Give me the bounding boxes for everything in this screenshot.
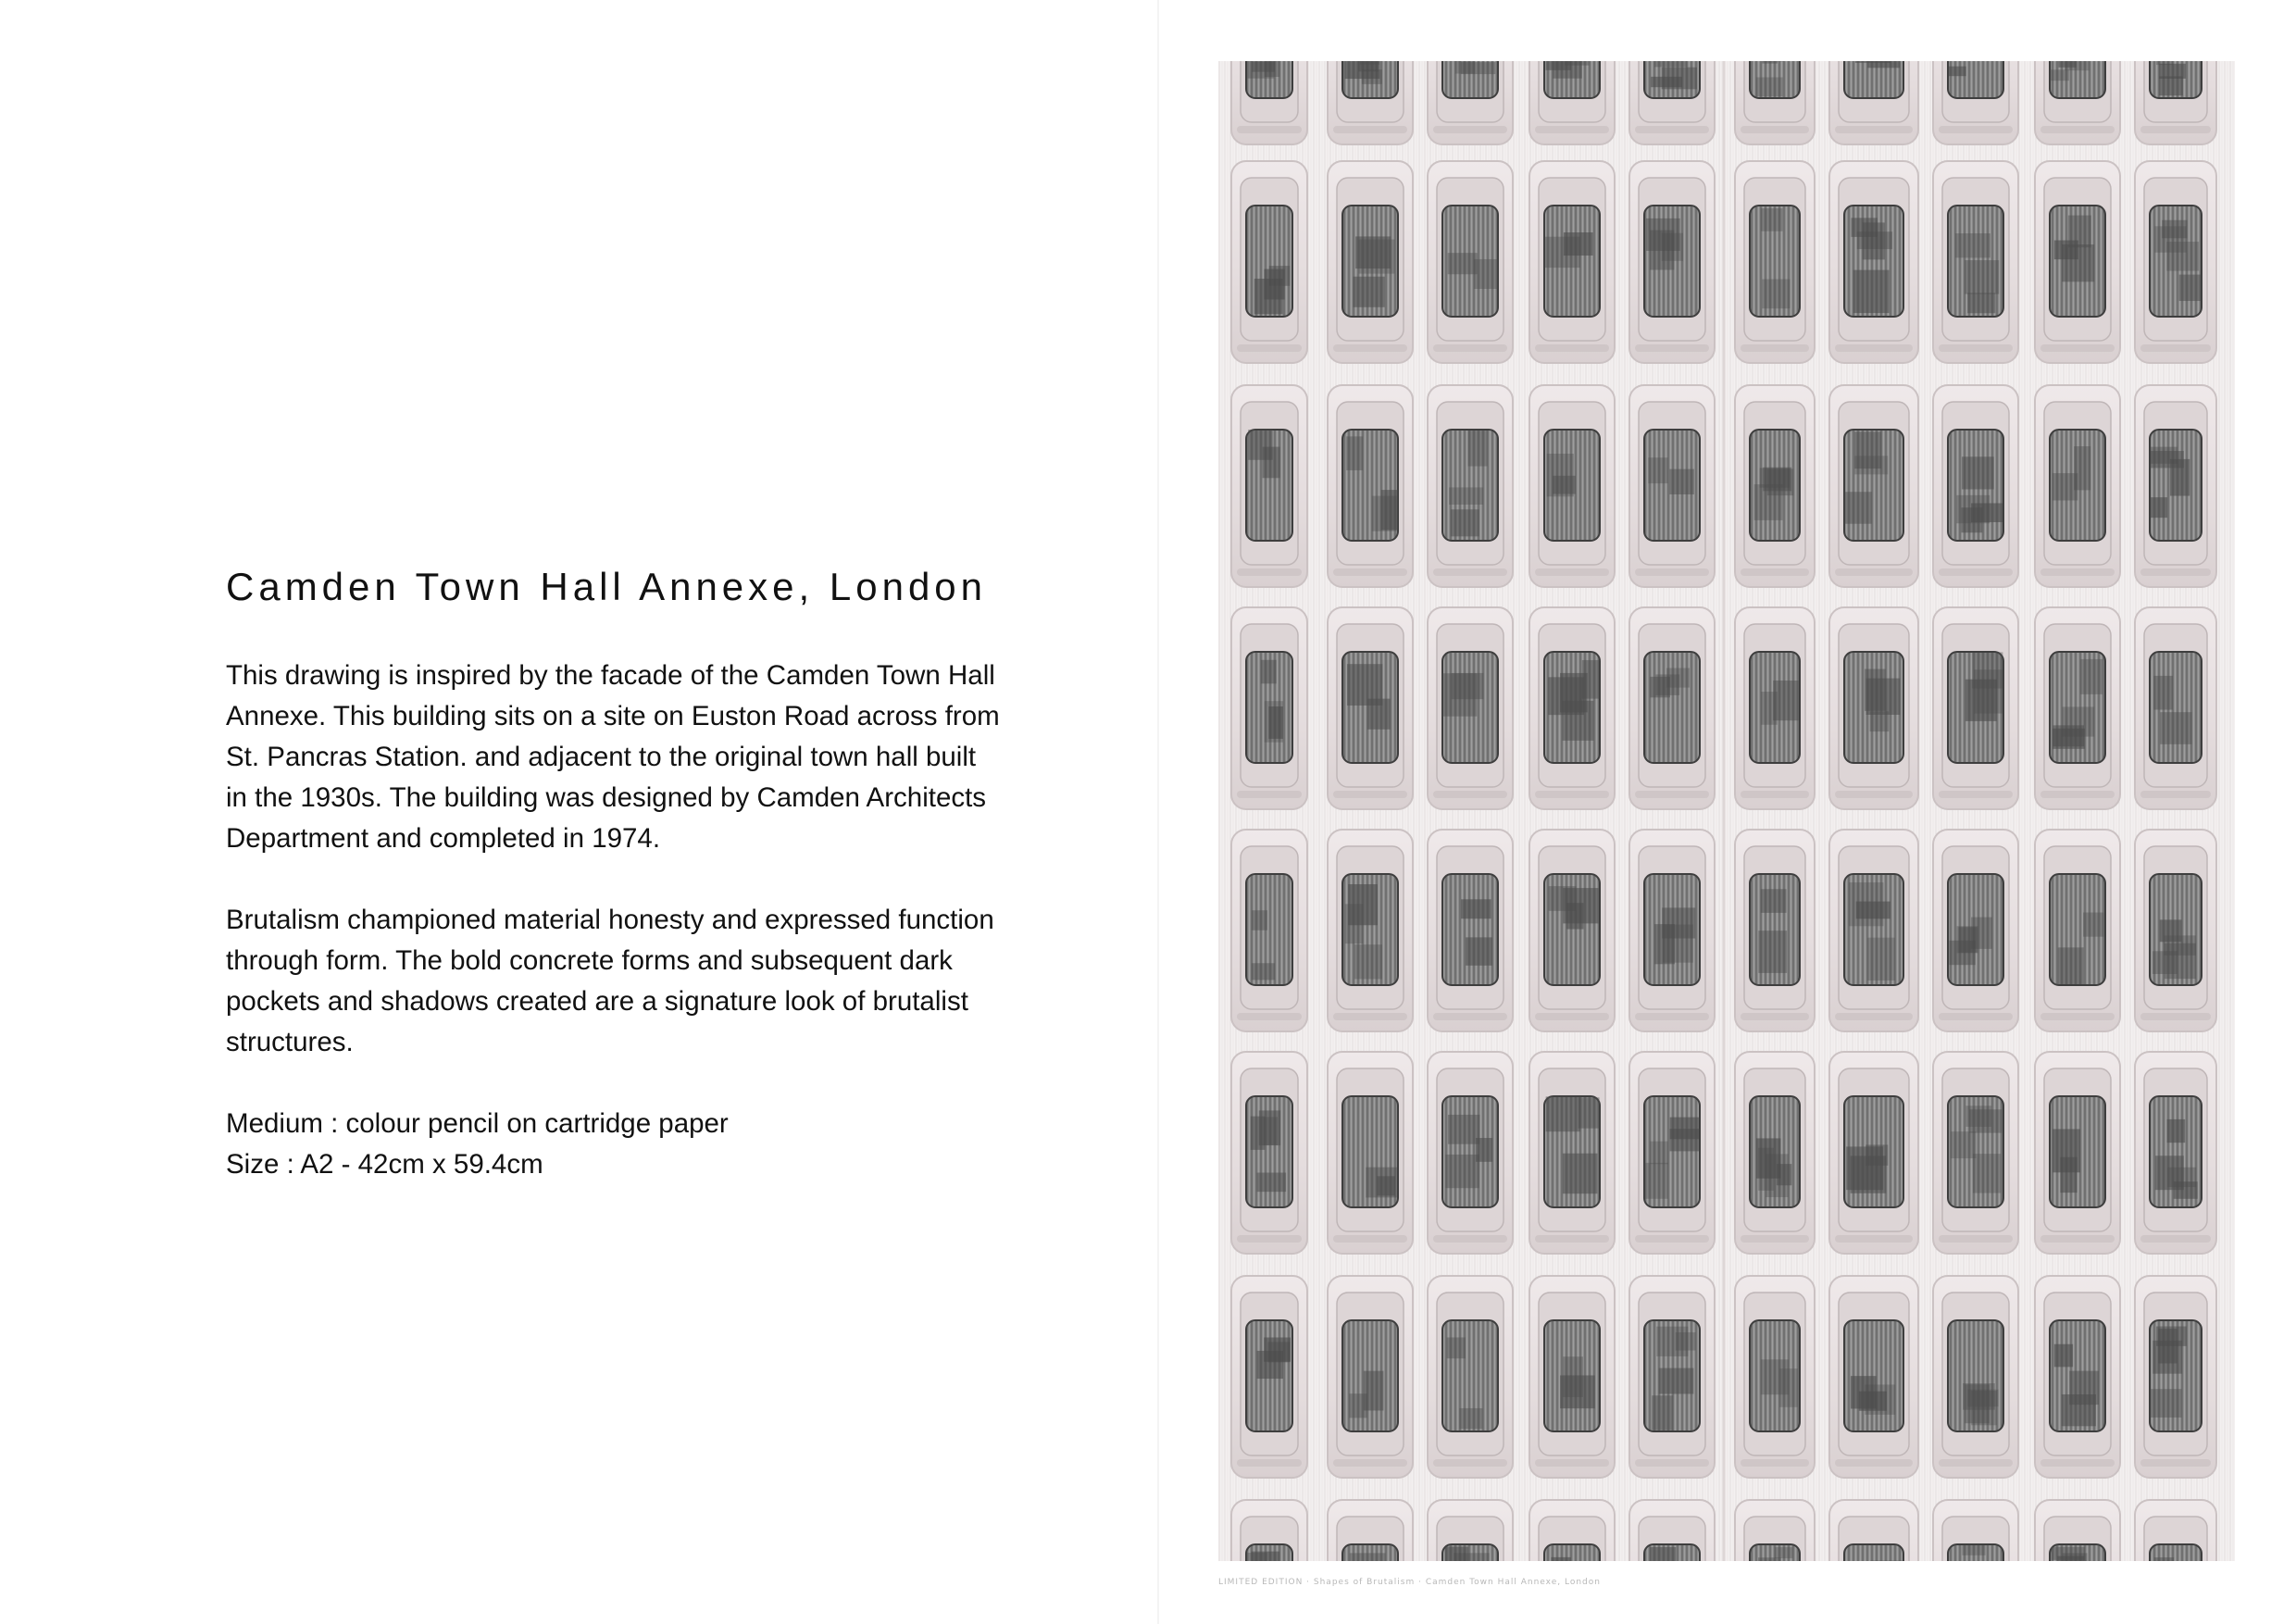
facade-window (1428, 1500, 1513, 1561)
facade-window (1529, 830, 1615, 1031)
paragraph-line: This drawing is inspired by the facade of the Camden Town Hall (226, 660, 995, 691)
facade-window (1735, 61, 1815, 144)
facade-window (2035, 61, 2120, 144)
paragraph-line: structures. (226, 1027, 354, 1057)
facade-window (2135, 1276, 2216, 1478)
facade-window (1428, 830, 1513, 1031)
facade-window (1231, 830, 1307, 1031)
facade-window (2035, 385, 2120, 587)
facade-window (1933, 1276, 2018, 1478)
facade-window (1629, 1500, 1715, 1561)
facade-window (1428, 61, 1513, 144)
facade-window (1933, 385, 2018, 587)
facade-window (2135, 61, 2216, 144)
facade-window (1629, 161, 1715, 363)
facade-window (1735, 830, 1815, 1031)
facade-drawing (1218, 61, 2235, 1561)
facade-window (1529, 61, 1615, 144)
facade-window (1231, 607, 1307, 809)
facade-window (1933, 1052, 2018, 1254)
facade-window (1231, 1276, 1307, 1478)
facade-window (1428, 607, 1513, 809)
facade-window (1629, 1276, 1715, 1478)
facade-window (1829, 1276, 1918, 1478)
facade-window (1328, 385, 1413, 587)
facade-window (1629, 385, 1715, 587)
print-caption: LIMITED EDITION · Shapes of Brutalism · Camden Town Hall Annexe, London (1218, 1578, 1601, 1587)
facade-window (1231, 1500, 1307, 1561)
facade-window (1328, 161, 1413, 363)
facade-window (2135, 607, 2216, 809)
facade-window (2135, 830, 2216, 1031)
facade-window (1529, 607, 1615, 809)
paragraph-line: pockets and shadows created are a signature look of brutalist (226, 986, 968, 1017)
facade-window (1735, 607, 1815, 809)
paragraph-line: Brutalism championed material honesty and expressed function (226, 905, 994, 935)
facade-window (2135, 1500, 2216, 1561)
facade-window (2035, 1276, 2120, 1478)
facade-window (1933, 830, 2018, 1031)
paragraph-line: Department and completed in 1974. (226, 823, 661, 854)
facade-window (1428, 385, 1513, 587)
facade-window (1428, 161, 1513, 363)
facade-window (2035, 1052, 2120, 1254)
facade-window (2135, 1052, 2216, 1254)
facade-window (1933, 1500, 2018, 1561)
facade-window (1328, 1276, 1413, 1478)
facade-window (1829, 830, 1918, 1031)
facade-window (1735, 1500, 1815, 1561)
facade-window (1428, 1276, 1513, 1478)
facade-window (1529, 385, 1615, 587)
facade-window (1629, 607, 1715, 809)
facade-window (2135, 161, 2216, 363)
facade-window (2035, 607, 2120, 809)
size-text: Size : A2 - 42cm x 59.4cm (226, 1149, 543, 1180)
facade-window (1529, 1276, 1615, 1478)
description-paragraph-1 (226, 656, 1041, 859)
medium-text: Medium : colour pencil on cartridge paper (226, 1108, 729, 1139)
facade-window (2035, 830, 2120, 1031)
facade-window (1629, 830, 1715, 1031)
facade-window (1328, 1500, 1413, 1561)
artwork-title: Camden Town Hall Annexe, London (226, 565, 988, 608)
facade-window (1933, 607, 2018, 809)
facade-window (1829, 385, 1918, 587)
description-paragraph-2 (226, 900, 1041, 1063)
facade-window (1735, 385, 1815, 587)
facade-window (1829, 161, 1918, 363)
paragraph-line: Annexe. This building sits on a site on Euston Road across from (226, 701, 1000, 731)
facade-window (1829, 607, 1918, 809)
facade-window (1529, 161, 1615, 363)
artwork-details (226, 1104, 1041, 1185)
facade-window (1933, 61, 2018, 144)
facade-window (1328, 830, 1413, 1031)
facade-window (1933, 161, 2018, 363)
facade-window (1328, 61, 1413, 144)
facade-window (1829, 61, 1918, 144)
page-gutter (1157, 0, 1159, 1624)
facade-window (1428, 1052, 1513, 1254)
facade-window (1231, 385, 1307, 587)
facade-window (1231, 61, 1307, 144)
facade-window (1529, 1500, 1615, 1561)
facade-window (1735, 1276, 1815, 1478)
facade-window (1529, 1052, 1615, 1254)
facade-window (2035, 1500, 2120, 1561)
facade-window (1231, 161, 1307, 363)
facade-window (1328, 1052, 1413, 1254)
facade-window (1231, 1052, 1307, 1254)
facade-window (1735, 1052, 1815, 1254)
facade-drawing-svg (1218, 61, 2235, 1561)
facade-window (1328, 607, 1413, 809)
facade-window (1829, 1052, 1918, 1254)
facade-window (1629, 1052, 1715, 1254)
facade-window (1629, 61, 1715, 144)
paragraph-line: St. Pancras Station. and adjacent to the original town hall built (226, 742, 977, 772)
facade-window (2135, 385, 2216, 587)
facade-window (2035, 161, 2120, 363)
facade-window (1829, 1500, 1918, 1561)
paragraph-line: in the 1930s. The building was designed by Camden Architects (226, 782, 987, 813)
paragraph-line: through form. The bold concrete forms and subsequent dark (226, 945, 953, 976)
facade-window (1735, 161, 1815, 363)
description-block (226, 563, 1041, 1185)
